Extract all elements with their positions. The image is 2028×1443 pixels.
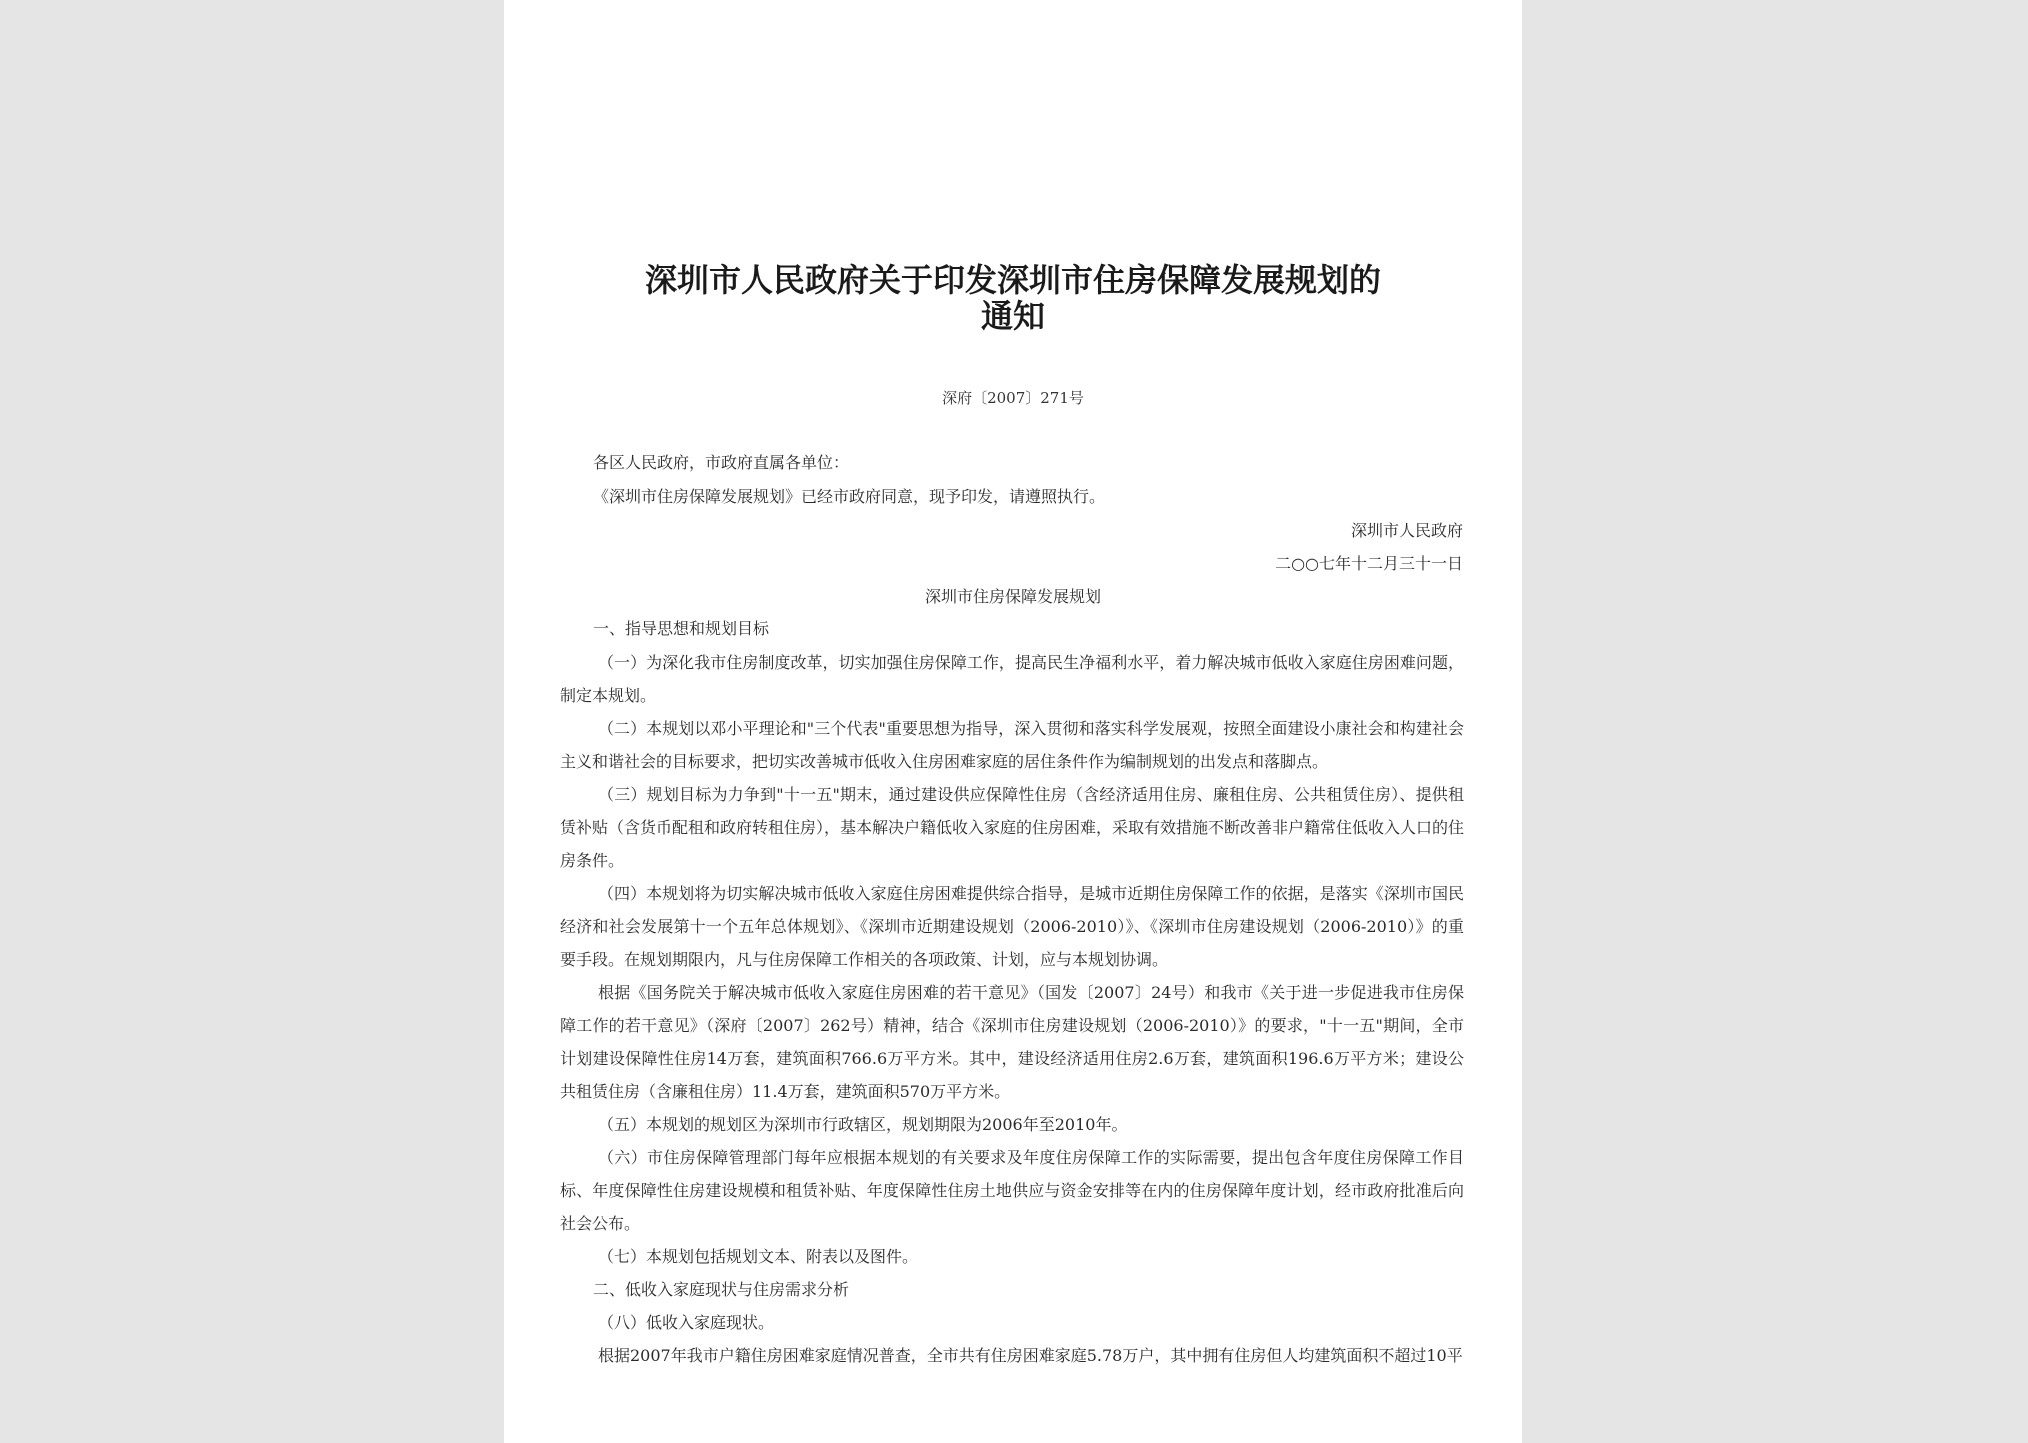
paragraph-8: （七）本规划包括规划文本、附表以及图件。 bbox=[598, 1247, 919, 1266]
plan-subtitle: 深圳市住房保障发展规划 bbox=[924, 587, 1101, 606]
section-heading-2: 二、低收入家庭现状与住房需求分析 bbox=[593, 1280, 850, 1299]
document-title-line-1: 深圳市人民政府关于印发深圳市住房保障发展规划的 bbox=[644, 261, 1381, 299]
signer: 深圳市人民政府 bbox=[1350, 521, 1463, 540]
paragraph-2: （二）本规划以邓小平理论和"三个代表"重要思想为指导，深入贯彻和落实科学发展观，按照全面建设小康社会和构建社会主义和谐社会的目标要求，把切实改善城市低收入住房困难家庭的居住条件作为编制规划的出发点和落脚点。 bbox=[560, 719, 1464, 771]
intro-text: 《深圳市住房保障发展规划》已经市政府同意，现予印发，请遵照执行。 bbox=[593, 487, 1106, 506]
document-title bbox=[504, 262, 1522, 334]
document-title-line-2: 通知 bbox=[980, 297, 1045, 335]
paragraph-5: 根据《国务院关于解决城市低收入家庭住房困难的若干意见》（国发〔2007〕24号）和我市《关于进一步促进我市住房保障工作的若干意见》（深府〔2007〕262号）精神，结合《深圳市住房建设规划（2006-2010）》的要求，"十一五"期间，全市计划建设保障性住房14万套，建筑面积766.6万平方米。其中，建设经济适用住房2.6万套，建筑面积196.6万平方米；建设公共租赁住房（含廉租住房）11.4万套，建筑面积570万平方米。 bbox=[560, 983, 1464, 1101]
issue-date: 二○○七年十二月三十一日 bbox=[1275, 554, 1463, 573]
document-number: 深府〔2007〕271号 bbox=[942, 389, 1084, 407]
addressee: 各区人民政府，市政府直属各单位： bbox=[593, 453, 850, 472]
paragraph-3: （三）规划目标为力争到"十一五"期末，通过建设供应保障性住房（含经济适用住房、廉租住房、公共租赁住房）、提供租赁补贴（含货币配租和政府转租住房），基本解决户籍低收入家庭的住房困难，采取有效措施不断改善非户籍常住低收入人口的住房条件。 bbox=[560, 785, 1465, 870]
document-page bbox=[504, 0, 1522, 1443]
section-heading-1: 一、指导思想和规划目标 bbox=[593, 619, 770, 638]
paragraph-6: （五）本规划的规划区为深圳市行政辖区，规划期限为2006年至2010年。 bbox=[598, 1115, 1128, 1134]
paragraph-7: （六）市住房保障管理部门每年应根据本规划的有关要求及年度住房保障工作的实际需要，提出包含年度住房保障工作目标、年度保障性住房建设规模和租赁补贴、年度保障性住房土地供应与资金安排等在内的住房保障年度计划，经市政府批准后向社会公布。 bbox=[560, 1148, 1464, 1233]
paragraph-4: （四）本规划将为切实解决城市低收入家庭住房困难提供综合指导，是城市近期住房保障工作的依据，是落实《深圳市国民经济和社会发展第十一个五年总体规划》、《深圳市近期建设规划（2006-2010）》、《深圳市住房建设规划（2006-2010）》的重要手段。在规划期限内，凡与住房保障工作相关的各项政策、计划，应与本规划协调。 bbox=[560, 884, 1464, 969]
paragraph-1: （一）为深化我市住房制度改革，切实加强住房保障工作，提高民生净福利水平，着力解决城市低收入家庭住房困难问题，制定本规划。 bbox=[560, 653, 1464, 705]
paragraph-9: （八）低收入家庭现状。 bbox=[598, 1313, 775, 1332]
paragraph-10: 根据2007年我市户籍住房困难家庭情况普查，全市共有住房困难家庭5.78万户，其中拥有住房但人均建筑面积不超过10平 bbox=[598, 1346, 1463, 1365]
